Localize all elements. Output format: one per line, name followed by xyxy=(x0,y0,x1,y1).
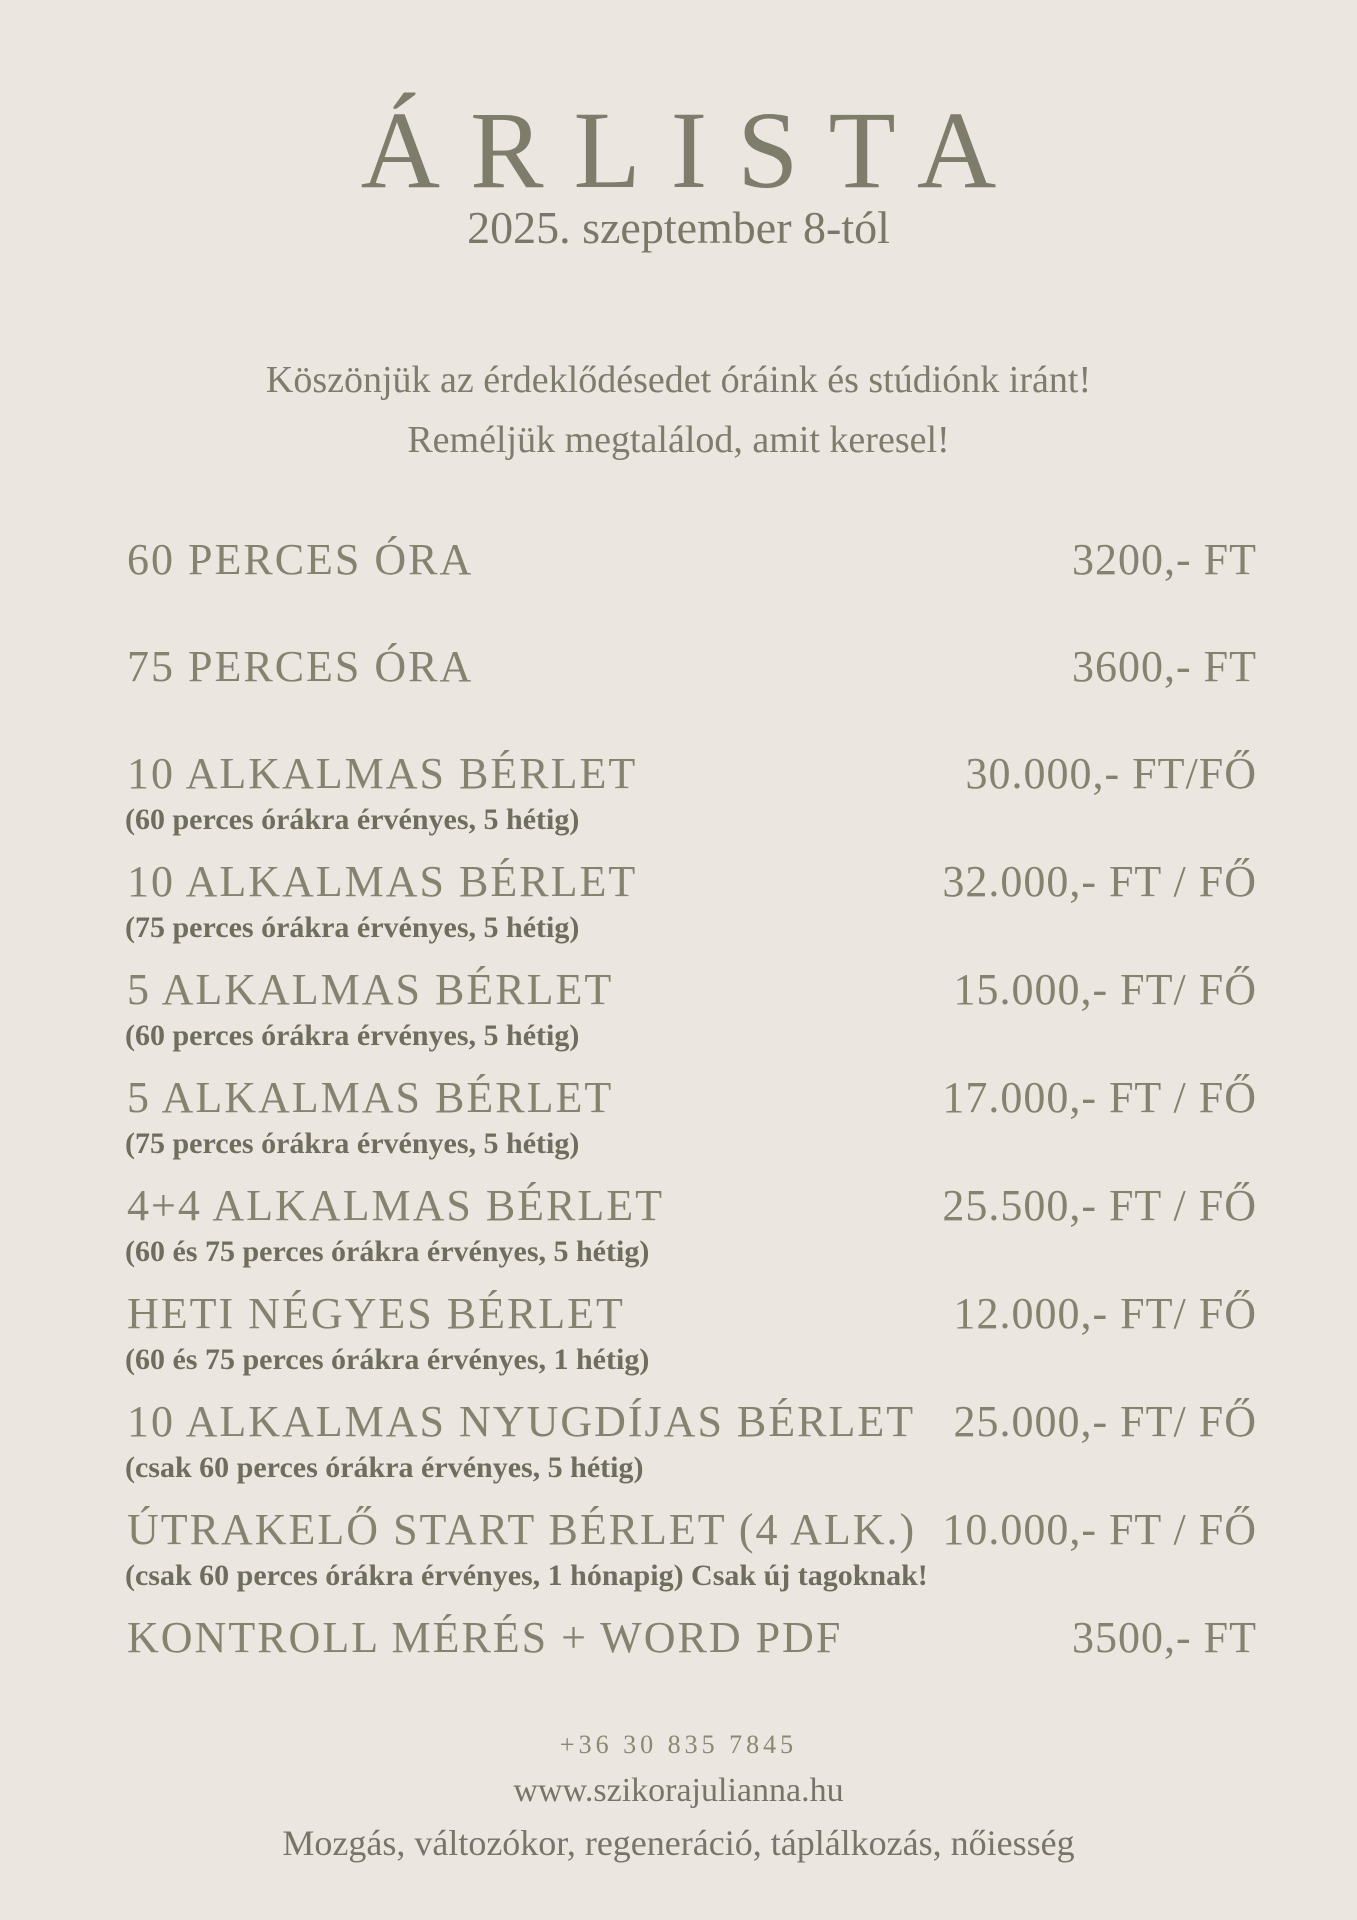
item-price: 3500,- FT xyxy=(1072,1613,1257,1662)
item-note: (75 perces órákra érvényes, 5 hétig) xyxy=(125,911,580,944)
contact-phone: +36 30 835 7845 xyxy=(559,1730,798,1759)
item-price: 30.000,- FT/FŐ xyxy=(965,749,1257,798)
website-link[interactable]: www.szikorajulianna.hu xyxy=(513,1772,844,1809)
page-subtitle: 2025. szeptember 8-tól xyxy=(467,202,890,253)
price-item xyxy=(125,1176,1257,1268)
price-item xyxy=(125,960,1257,1052)
item-note: (csak 60 perces órákra érvényes, 5 hétig) xyxy=(125,1451,644,1484)
item-name: 60 PERCES ÓRA xyxy=(127,535,474,584)
item-name: 10 ALKALMAS BÉRLET xyxy=(127,857,638,906)
item-price: 15.000,- FT/ FŐ xyxy=(953,965,1257,1014)
item-name: 4+4 ALKALMAS BÉRLET xyxy=(127,1181,665,1230)
item-name: 5 ALKALMAS BÉRLET xyxy=(127,1073,614,1122)
item-note: (60 és 75 perces órákra érvényes, 5 hétig) xyxy=(125,1235,650,1268)
tagline: Mozgás, változókor, regeneráció, táplálkozás, nőiesség xyxy=(282,1823,1075,1863)
intro-line-2: Reméljük megtalálod, amit keresel! xyxy=(407,419,950,461)
price-item xyxy=(125,1500,1257,1592)
item-name: 10 ALKALMAS NYUGDÍJAS BÉRLET xyxy=(127,1397,916,1446)
item-price: 17.000,- FT / FŐ xyxy=(942,1073,1257,1122)
item-note: (75 perces órákra érvényes, 5 hétig) xyxy=(125,1127,580,1160)
price-item xyxy=(125,744,1257,836)
intro-line-1: Köszönjük az érdeklődésedet óráink és stúdiónk iránt! xyxy=(265,359,1092,401)
item-price: 3200,- FT xyxy=(1072,535,1257,584)
price-item xyxy=(125,1068,1257,1160)
item-price: 25.000,- FT/ FŐ xyxy=(953,1397,1257,1446)
item-price: 10.000,- FT / FŐ xyxy=(942,1505,1257,1554)
item-price: 32.000,- FT / FŐ xyxy=(942,857,1257,906)
price-item xyxy=(127,530,1257,590)
item-name: 75 PERCES ÓRA xyxy=(127,642,474,691)
item-note: (60 és 75 perces órákra érvényes, 1 hétig) xyxy=(125,1343,650,1376)
item-name: KONTROLL MÉRÉS + WORD PDF xyxy=(127,1613,843,1662)
item-price: 25.500,- FT / FŐ xyxy=(942,1181,1257,1230)
price-item xyxy=(125,1284,1257,1376)
item-note: (60 perces órákra érvényes, 5 hétig) xyxy=(125,803,580,836)
item-note: (60 perces órákra érvényes, 5 hétig) xyxy=(125,1019,580,1052)
item-name: 5 ALKALMAS BÉRLET xyxy=(127,965,614,1014)
page-title: ÁRLISTA xyxy=(360,89,1027,211)
price-item xyxy=(125,1392,1257,1484)
item-price: 3600,- FT xyxy=(1072,642,1257,691)
price-item xyxy=(127,1608,1257,1668)
item-name: 10 ALKALMAS BÉRLET xyxy=(127,749,638,798)
price-item xyxy=(127,637,1257,697)
intro-text xyxy=(0,350,1357,470)
item-note: (csak 60 perces órákra érvényes, 1 hónapig) Csak új tagoknak! xyxy=(125,1559,928,1592)
item-price: 12.000,- FT/ FŐ xyxy=(953,1289,1257,1338)
item-name: HETI NÉGYES BÉRLET xyxy=(127,1289,625,1338)
price-item xyxy=(125,852,1257,944)
item-name: ÚTRAKELŐ START BÉRLET (4 ALK.) xyxy=(127,1505,917,1554)
